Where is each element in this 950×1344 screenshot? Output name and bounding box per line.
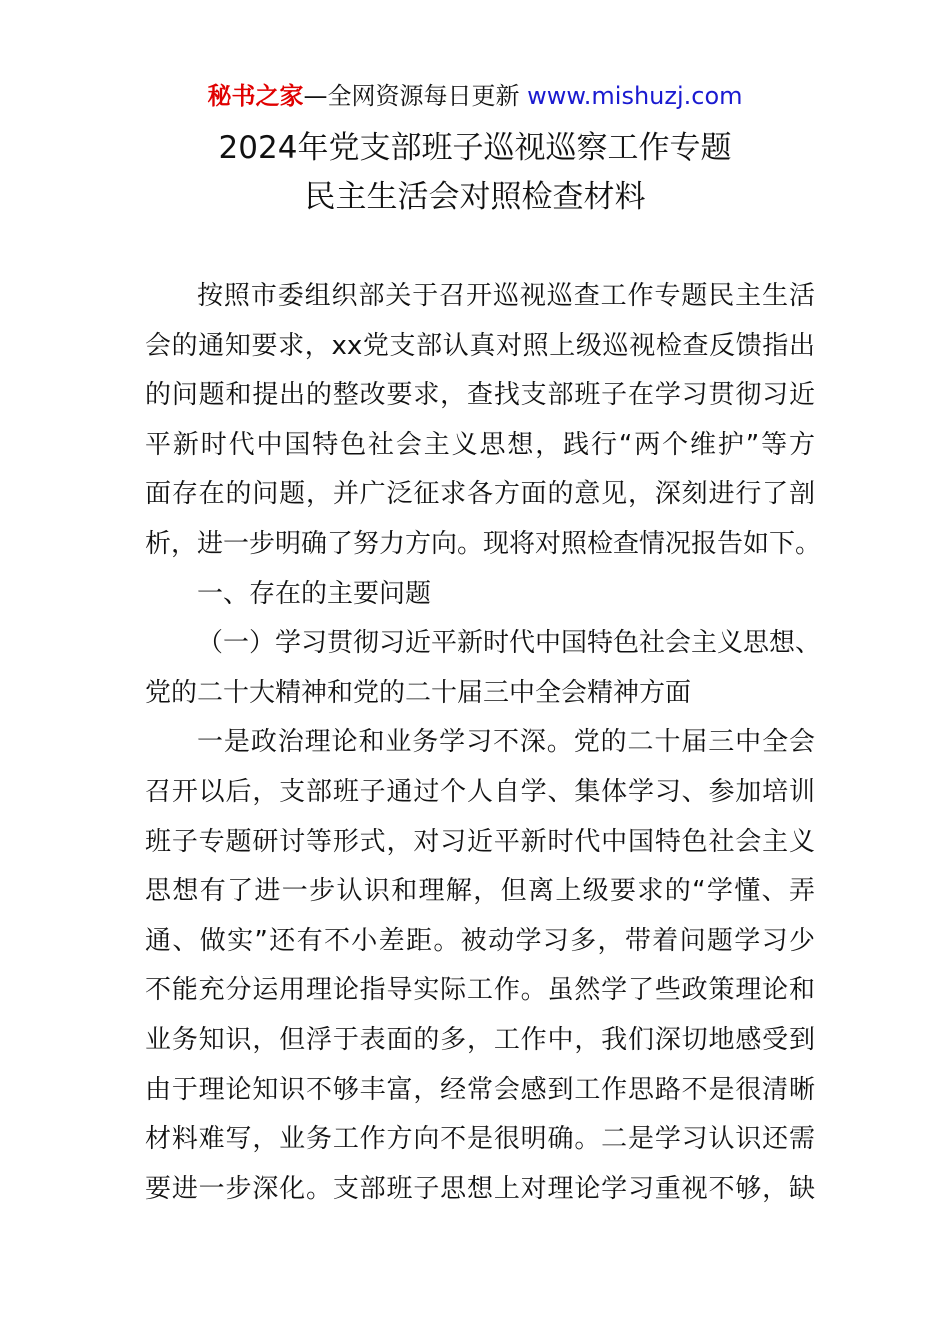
- paragraph-body-line-5: 通、做实”还有不小差距。被动学习多，带着问题学习少: [145, 925, 815, 956]
- site-brand: 秘书之家: [207, 82, 304, 110]
- document-title-line-1: 2024年党支部班子巡视巡察工作专题: [218, 130, 732, 166]
- paragraph-body-line-6: 不能充分运用理论指导实际工作。虽然学了些政策理论和: [145, 975, 815, 1006]
- paragraph-body-line-10: 要进一步深化。支部班子思想上对理论学习重视不够，缺: [145, 1173, 815, 1204]
- document-title-line-2: 民主生活会对照检查材料: [304, 179, 646, 215]
- paragraph-body-line-9: 材料难写，业务工作方向不是很明确。二是学习认识还需: [145, 1124, 815, 1155]
- paragraph-body-line-4: 思想有了进一步认识和理解，但离上级要求的“学懂、弄: [145, 876, 815, 907]
- paragraph-intro-line-3: 的问题和提出的整改要求，查找支部班子在学习贯彻习近: [145, 380, 815, 411]
- paragraph-body-line-1: 一是政治理论和业务学习不深。党的二十届三中全会: [197, 727, 815, 758]
- paragraph-body-line-8: 由于理论知识不够丰富，经常会感到工作思路不是很清晰: [145, 1074, 815, 1105]
- paragraph-intro-line-2: 会的通知要求，xx党支部认真对照上级巡视检查反馈指出: [145, 330, 815, 361]
- site-tagline: —全网资源每日更新: [303, 82, 520, 110]
- paragraph-body-line-2: 召开以后，支部班子通过个人自学、集体学习、参加培训: [145, 776, 815, 807]
- site-url-link[interactable]: www.mishuzj.com: [527, 82, 743, 110]
- paragraph-body-line-3: 班子专题研讨等形式，对习近平新时代中国特色社会主义: [145, 826, 815, 857]
- subsection-heading-1-line-1: （一）学习贯彻习近平新时代中国特色社会主义思想、: [197, 628, 822, 659]
- paragraph-body-line-7: 业务知识，但浮于表面的多，工作中，我们深切地感受到: [145, 1024, 815, 1055]
- document-body: [145, 272, 822, 1214]
- paragraph-intro-line-5: 面存在的问题，并广泛征求各方面的意见，深刻进行了剖: [145, 479, 815, 510]
- paragraph-intro-line-1: 按照市委组织部关于召开巡视巡查工作专题民主生活: [197, 281, 815, 311]
- section-heading-1: 一、存在的主要问题: [197, 578, 432, 609]
- subsection-heading-1-line-2: 党的二十大精神和党的二十届三中全会精神方面: [145, 677, 692, 708]
- paragraph-intro-line-6: 析，进一步明确了努力方向。现将对照检查情况报告如下。: [145, 528, 822, 559]
- paragraph-intro-line-4: 平新时代中国特色社会主义思想，践行“两个维护”等方: [145, 429, 815, 460]
- site-header: [0, 80, 950, 112]
